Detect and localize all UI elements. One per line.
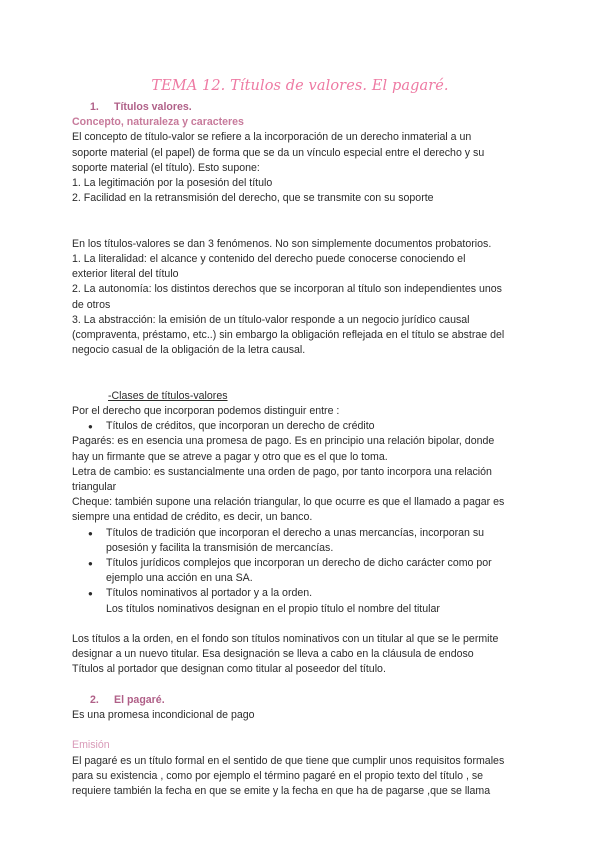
paragraph-line: triangular — [72, 481, 117, 494]
paragraph-line: negocio casual de la obligación de la letra causal. — [72, 344, 306, 357]
paragraph-line: Títulos al portador que designan como titular al poseedor del título. — [72, 663, 386, 676]
paragraph-line: requiere también la fecha en que se emite y la fecha en que ha de pagarse ,que se llama — [72, 785, 491, 798]
paragraph-line: Cheque: también supone una relación triangular, lo que ocurre es que el llamado a pagar es — [72, 496, 505, 509]
paragraph-line: Los títulos a la orden, en el fondo son títulos nominativos con un titular al que se le permite — [72, 633, 499, 646]
list-item — [72, 586, 532, 616]
list-item-line: Títulos de tradición que incorporan el derecho a unas mercancías, incorporan su — [106, 526, 485, 539]
list-item: ● Títulos de créditos, que incorporan un derecho de crédito — [72, 419, 532, 434]
section-heading-text: El pagaré. — [114, 693, 165, 706]
section-number: 1. — [90, 101, 99, 113]
paragraph-line: Letra de cambio: es sustancialmente una orden de pago, por tanto incorpora una relación — [72, 465, 492, 478]
list-item — [72, 556, 532, 586]
paragraph-line: Por el derecho que incorporan podemos distinguir entre : — [72, 405, 340, 417]
section-1-heading — [72, 100, 532, 115]
paragraph-line: El concepto de título-valor se refiere a la incorporación de un derecho inmaterial a un — [72, 131, 472, 144]
paragraph-line: soporte material (el papel) de forma que se da un vínculo especial entre el derecho y su — [72, 146, 485, 159]
paragraph-line: soporte material (el título). Esto supone: — [72, 161, 260, 174]
paragraph-line: 1. La literalidad: el alcance y contenido del derecho puede conocerse conociendo el — [72, 253, 466, 265]
paragraph-line: de otros — [72, 298, 111, 311]
paragraph-line: designar a un nuevo titular. Esa designación se lleva a cabo en la cláusula de endoso — [72, 648, 474, 661]
list-item-line: ejemplo una acción en una SA. — [106, 572, 253, 585]
section-heading-text: Títulos valores. — [114, 101, 192, 113]
classes-heading: -Clases de títulos-valores — [108, 389, 228, 402]
paragraph-line: hay un firmante que se atreve a pagar y otro que es el que lo toma. — [72, 450, 388, 463]
paragraph-line: 1. La legitimación por la posesión del título — [72, 177, 273, 190]
paragraph-line: En los títulos-valores se dan 3 fenómenos. No son simplemente documentos probatorios. — [72, 237, 492, 250]
bullet-list — [72, 526, 532, 617]
list-item-line: Los títulos nominativos designan en el propio título el nombre del titular — [106, 602, 440, 615]
paragraph-line: Es una promesa incondicional de pago — [72, 709, 255, 722]
paragraph-line: El pagaré es un título formal en el sentido de que tiene que cumplir unos requisitos formales — [72, 754, 505, 767]
paragraph-line: 3. La abstracción: la emisión de un título-valor responde a un negocio jurídico causal — [72, 313, 470, 326]
list-item-line: Títulos nominativos al portador y a la orden. — [106, 587, 313, 600]
list-item-line: posesión y facilita la transmisión de mercancías. — [106, 541, 334, 554]
subsection-heading: Concepto, naturaleza y caracteres — [72, 116, 244, 129]
list-item-line: Títulos jurídicos complejos que incorporan un derecho de dicho carácter como por — [106, 557, 492, 570]
paragraph-line: 2. La autonomía: los distintos derechos que se incorporan al título son independientes unos — [72, 283, 502, 296]
paragraph-line: siempre una entidad de crédito, es decir, un banco. — [72, 511, 313, 524]
section-number: 2. — [90, 693, 99, 706]
document-title: TEMA 12. Títulos de valores. El pagaré. — [151, 78, 449, 94]
paragraph-line: 2. Facilidad en la retransmisión del derecho, que se transmite con su soporte — [72, 192, 434, 205]
subsection-heading: Emisión — [72, 739, 110, 752]
document-body — [72, 100, 532, 799]
paragraph-line: exterior literal del título — [72, 268, 179, 281]
paragraph-line: (compraventa, préstamo, etc..) sin embargo la obligación reflejada en el título se abstrae del — [72, 329, 505, 342]
paragraph-line: para su existencia , como por ejemplo el término pagaré en el propio texto del título , se — [72, 769, 484, 782]
paragraph-line: Pagarés: es en esencia una promesa de pago. Es en principio una relación bipolar, donde — [72, 435, 495, 448]
bullet-list — [72, 419, 532, 434]
section-2-heading — [72, 693, 532, 708]
list-item — [72, 526, 532, 556]
